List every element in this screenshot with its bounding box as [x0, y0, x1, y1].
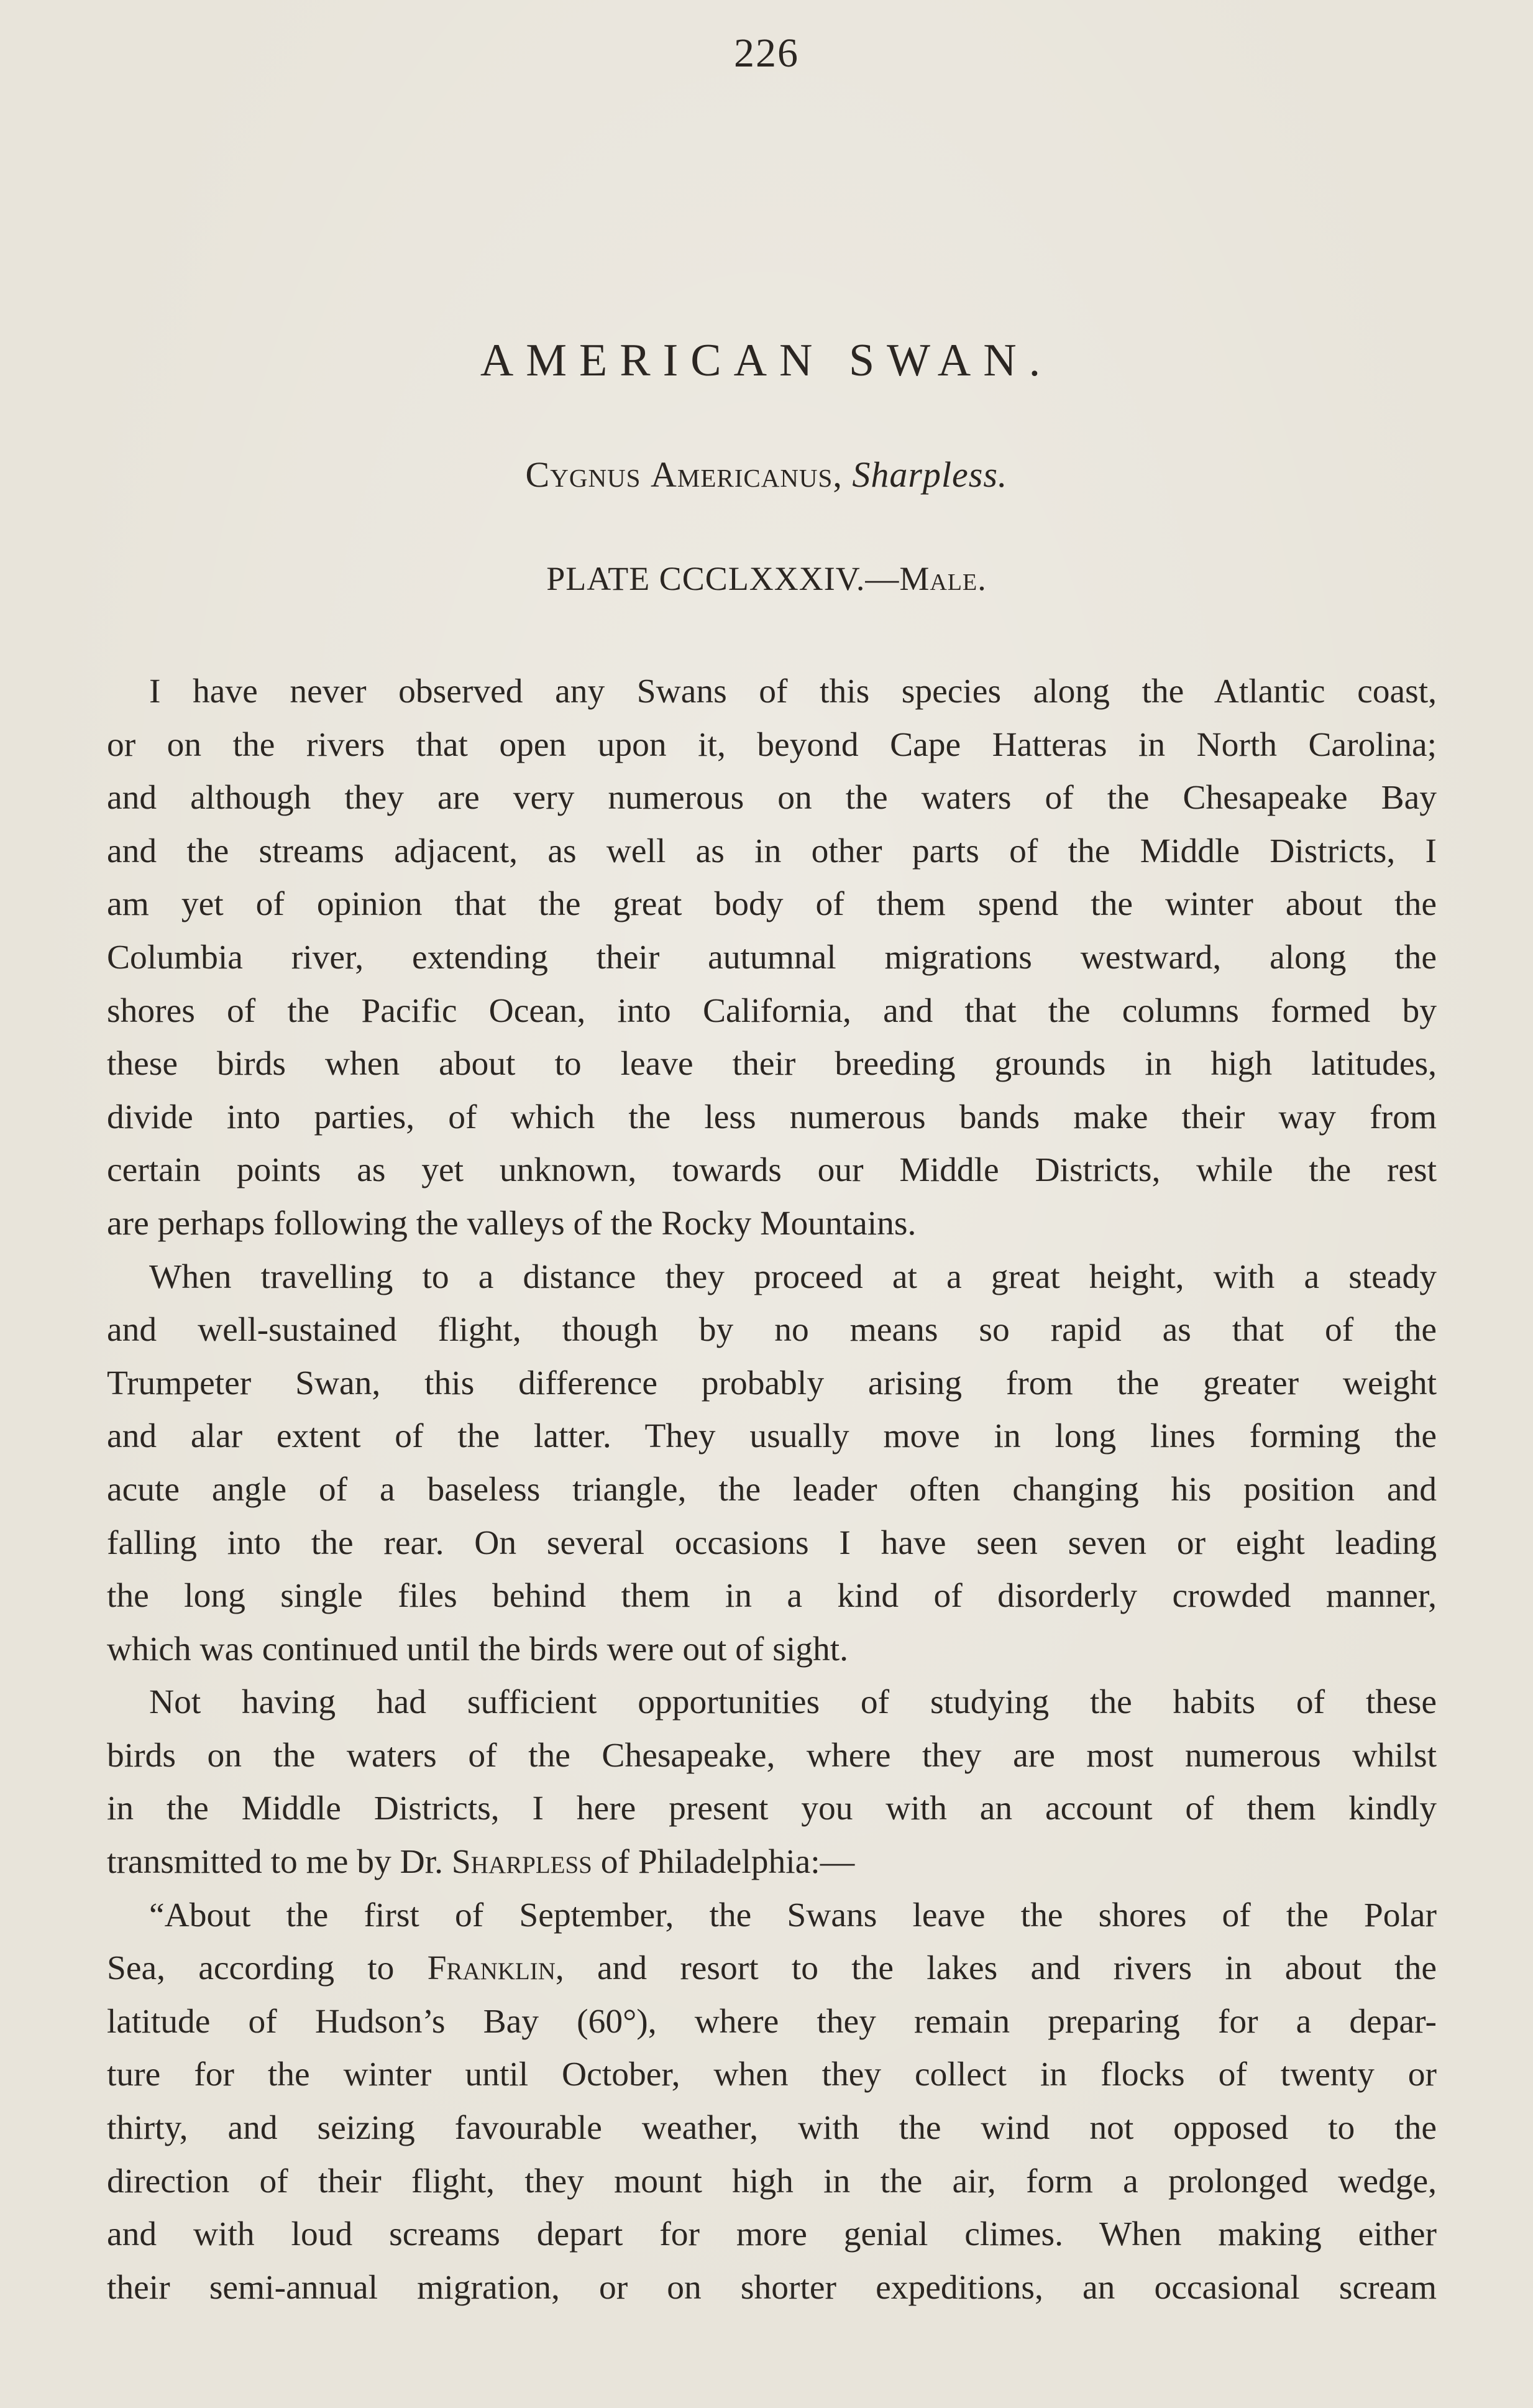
text-line: Trumpeter Swan, this difference probably arising from the greater weight	[107, 1364, 1437, 1402]
text-line	[107, 1942, 1437, 1995]
text-fragment: Sea, according to	[107, 1949, 428, 1988]
text-fragment: , and resort to the lakes and rivers in about the	[555, 1949, 1437, 1988]
text-line	[107, 1836, 1437, 1889]
text-line: “About the first of September, the Swans leave the shores of the Polar	[149, 1896, 1437, 1934]
body-text	[107, 665, 1437, 2314]
text-fragment: transmitted to me by Dr.	[107, 1843, 452, 1882]
text-line: or on the rivers that open upon it, beyond Cape Hatteras in North Carolina;	[107, 725, 1437, 764]
text-line: thirty, and seizing favourable weather, with the wind not opposed to the	[107, 2109, 1437, 2148]
text-line: latitude of Hudson’s Bay (60°), where they remain preparing for a depar-	[107, 2002, 1437, 2041]
plate-sex: Male.	[899, 560, 987, 597]
binomial-separator: ,	[833, 454, 853, 495]
text-line: birds on the waters of the Chesapeake, where they are most numerous whilst	[107, 1736, 1437, 1775]
text-line: am yet of opinion that the great body of them spend the winter about the	[107, 885, 1437, 924]
species-author: Sharpless.	[852, 454, 1008, 495]
text-line: certain points as yet unknown, towards our Middle Districts, while the rest	[107, 1151, 1437, 1190]
text-line: these birds when about to leave their breeding grounds in high latitudes,	[107, 1045, 1437, 1083]
plate-number: PLATE CCCLXXXIV.—	[546, 560, 900, 597]
text-line: divide into parties, of which the less numerous bands make their way from	[107, 1098, 1437, 1136]
page-number: 226	[734, 30, 799, 76]
text-line: and the streams adjacent, as well as in other parts of the Middle Districts, I	[107, 832, 1437, 870]
text-line: acute angle of a baseless triangle, the leader often changing his position and	[107, 1470, 1437, 1509]
species-name: Americanus	[650, 454, 833, 495]
chapter-title: AMERICAN SWAN.	[480, 335, 1053, 386]
text-line: I have never observed any Swans of this species along the Atlantic coast,	[149, 673, 1437, 710]
text-line: Not having had sufficient opportunities of studying the habits of these	[149, 1683, 1437, 1722]
person-name: Sharpless	[451, 1843, 592, 1882]
text-fragment: of Philadelphia:—	[592, 1843, 855, 1882]
text-line: shores of the Pacific Ocean, into California, and that the columns formed by	[107, 991, 1437, 1030]
species-binomial	[0, 454, 1533, 495]
text-line: in the Middle Districts, I here present you with an account of them kindly	[107, 1790, 1437, 1828]
text-line: ture for the winter until October, when they collect in flocks of twenty or	[107, 2056, 1437, 2094]
plate-caption	[0, 559, 1533, 598]
text-line: which was continued until the birds were out of sight.	[107, 1630, 849, 1668]
text-line: and well-sustained flight, though by no means so rapid as that of the	[107, 1311, 1437, 1349]
text-line: and alar extent of the latter. They usually move in long lines forming the	[107, 1417, 1437, 1456]
person-name: Franklin	[427, 1949, 556, 1988]
text-line: the long single files behind them in a kind of disorderly crowded manner,	[107, 1577, 1437, 1615]
text-line: their semi-annual migration, or on shorter expeditions, an occasional scream	[107, 2268, 1437, 2307]
genus-name: Cygnus	[525, 454, 641, 495]
text-line: When travelling to a distance they proceed at a great height, with a steady	[149, 1257, 1437, 1296]
text-line: falling into the rear. On several occasions I have seen seven or eight leading	[107, 1523, 1437, 1562]
text-line: and with loud screams depart for more genial climes. When making either	[107, 2215, 1437, 2254]
text-line: and although they are very numerous on the waters of the Chesapeake Bay	[107, 779, 1437, 817]
text-line: direction of their flight, they mount high in the air, form a prolonged wedge,	[107, 2162, 1437, 2200]
text-line: are perhaps following the valleys of the Rocky Mountains.	[107, 1204, 917, 1243]
text-line: Columbia river, extending their autumnal migrations westward, along the	[107, 938, 1437, 977]
